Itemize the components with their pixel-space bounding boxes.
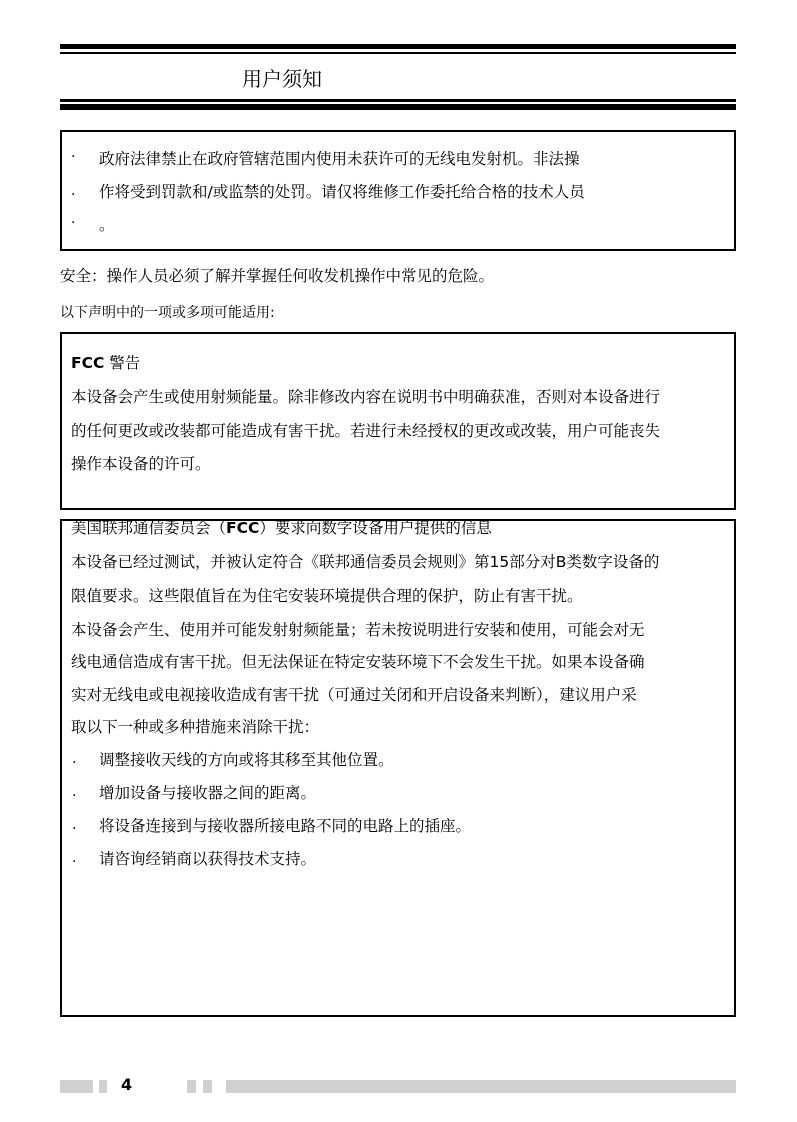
fcc-info-line: 本设备会产生、使用并可能发射射频能量；若未按说明进行安装和使用，可能会对无 xyxy=(71,621,645,639)
fcc-info-title-post: ）要求向数字设备用户提供的信息 xyxy=(259,519,492,537)
fcc-info-title-pre: 美国联邦通信委员会（ xyxy=(71,519,227,537)
footer-bar-segment xyxy=(60,1080,93,1093)
fcc-info-bullet-item: 调整接收天线的方向或将其移至其他位置。 xyxy=(99,751,394,769)
header-rule-top-thin xyxy=(60,52,736,54)
fcc-info-title-bold: FCC xyxy=(226,519,260,537)
bullet-icon: · xyxy=(72,821,77,837)
header-rule-bottom-thin xyxy=(60,99,736,102)
footer-bar-long xyxy=(226,1080,736,1093)
page-number: 4 xyxy=(121,1075,133,1094)
notice-line: 。 xyxy=(99,216,115,234)
fcc-warning-line: 操作本设备的许可。 xyxy=(71,455,211,473)
footer-bar-segment xyxy=(187,1080,196,1093)
safety-text: 安全：操作人员必须了解并掌握任何收发机操作中常见的危险。 xyxy=(60,267,495,285)
fcc-warning-line: 本设备会产生或使用射频能量。除非修改内容在说明书中明确获准，否则对本设备进行 xyxy=(71,388,661,406)
fcc-info-line: 线电通信造成有害干扰。但无法保证在特定安装环境下不会发生干扰。如果本设备确 xyxy=(71,653,645,671)
fcc-warning-line: 的任何更改或改装都可能造成有害干扰。若进行未经授权的更改或改装，用户可能丧失 xyxy=(71,422,661,440)
applicable-text: 以下声明中的一项或多项可能适用: xyxy=(60,305,275,321)
fcc-info-line: 限值要求。这些限值旨在为住宅安装环境提供合理的保护，防止有害干扰。 xyxy=(71,587,583,605)
fcc-info-line: 实对无线电或电视接收造成有害干扰（可通过关闭和开启设备来判断），建议用户采 xyxy=(71,686,637,704)
fcc-info-line: 取以下一种或多种措施来消除干扰： xyxy=(71,718,320,736)
bullet-icon: · xyxy=(72,854,77,870)
bullet-icon: · xyxy=(72,788,77,804)
bullet-icon: · xyxy=(72,755,77,771)
fcc-info-bullet-item: 增加设备与接收器之间的距离。 xyxy=(99,784,317,802)
header-rule-bottom-thick xyxy=(60,104,736,110)
notice-line: 政府法律禁止在政府管辖范围内使用未获许可的无线电发射机。非法操 xyxy=(99,150,580,168)
bullet-icon: · xyxy=(71,149,76,165)
bullet-icon: · xyxy=(71,187,76,203)
fcc-info-line: 本设备已经过测试，并被认定符合《联邦通信委员会规则》第15部分对B类数字设备的 xyxy=(71,553,660,571)
fcc-warning-title-bold: FCC xyxy=(71,354,105,372)
notice-line: 作将受到罚款和/或监禁的处罚。请仅将维修工作委托给合格的技术人员 xyxy=(99,183,585,201)
fcc-info-bullet-item: 将设备连接到与接收器所接电路不同的电路上的插座。 xyxy=(99,817,472,835)
footer-bar-segment xyxy=(99,1080,107,1093)
page-title: 用户须知 xyxy=(242,67,322,91)
bullet-icon: · xyxy=(71,215,76,231)
fcc-warning-title xyxy=(71,352,140,374)
footer-bar-segment xyxy=(203,1080,212,1093)
fcc-info-title xyxy=(71,517,492,539)
fcc-info-bullet-item: 请咨询经销商以获得技术支持。 xyxy=(99,850,317,868)
header-rule-top-thick xyxy=(60,44,736,49)
fcc-warning-title-rest: 警告 xyxy=(104,354,141,372)
